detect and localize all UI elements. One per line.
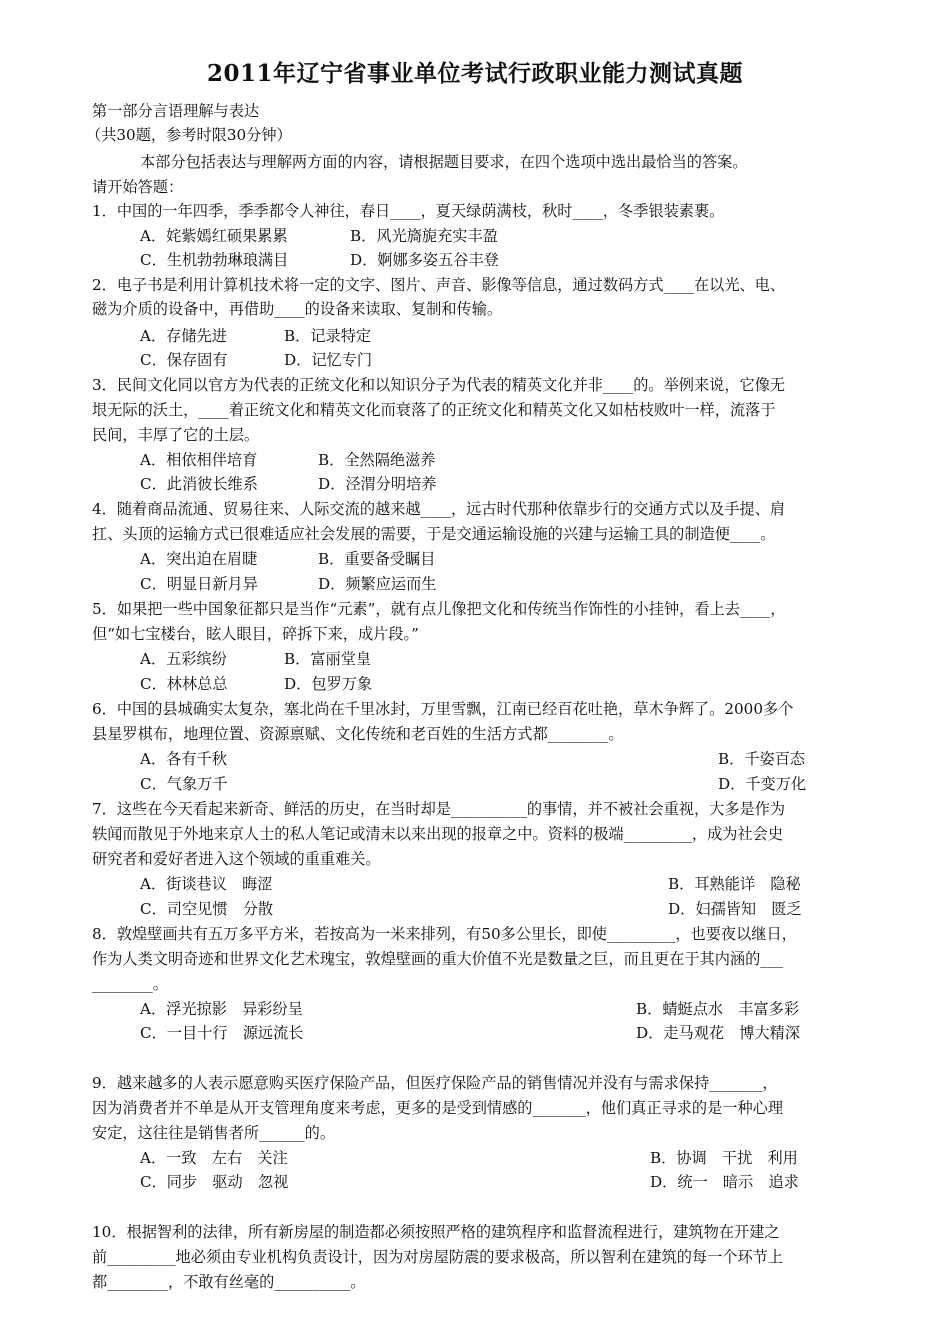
question-7-line-2: 轶闻而散见于外地来京人士的私人笔记或清末以来出现的报章之中。资料的极端_________，成为社会史 bbox=[92, 825, 784, 843]
question-8-option-a: A．浮光掠影 异彩纷呈 bbox=[140, 1000, 303, 1018]
question-9-option-b: B．协调 干扰 利用 bbox=[650, 1149, 798, 1167]
question-4-line-1: 4．随着商品流通、贸易往来、人际交流的越来越____，远古时代那种依靠步行的交通方式以及手提、肩 bbox=[92, 500, 786, 518]
start-prompt: 请开始答题： bbox=[92, 178, 184, 196]
intro-text: 本部分包括表达与理解两方面的内容，请根据题目要求，在四个选项中选出最恰当的答案。 bbox=[140, 153, 748, 171]
question-1-option-b: B．风光旖旎充实丰盈 bbox=[350, 227, 498, 245]
question-5-option-c: C．林林总总 bbox=[140, 675, 228, 693]
question-9-option-d: D．统一 暗示 追求 bbox=[650, 1173, 799, 1191]
question-5-option-b: B．富丽堂皇 bbox=[284, 650, 372, 668]
question-3-line-2: 垠无际的沃土，____着正统文化和精英文化而衰落了的正统文化和精英文化又如枯枝败叶一样，流落于 bbox=[92, 401, 776, 419]
question-4-option-a: A．突出迫在眉睫 bbox=[140, 550, 258, 568]
question-9-line-1: 9．越来越多的人表示愿意购买医疗保险产品，但医疗保险产品的销售情况并没有与需求保持_______， bbox=[92, 1074, 778, 1092]
question-6-line-2: 县星罗棋布，地理位置、资源禀赋、文化传统和老百姓的生活方式都________。 bbox=[92, 725, 624, 743]
question-10-line-3: 都________，不敢有丝毫的__________。 bbox=[92, 1273, 366, 1291]
question-2-option-a: A．存储先进 bbox=[140, 327, 227, 345]
question-5-option-d: D．包罗万象 bbox=[284, 675, 373, 693]
question-7-option-c: C．司空见惯 分散 bbox=[140, 900, 274, 918]
question-2-option-c: C．保存固有 bbox=[140, 351, 228, 369]
question-1-option-d: D．婀娜多姿五谷丰登 bbox=[350, 251, 499, 269]
question-3-option-d: D．泾渭分明培养 bbox=[318, 475, 437, 493]
question-7-option-d: D．妇孺皆知 匮乏 bbox=[668, 900, 802, 918]
question-2-option-b: B．记录特定 bbox=[284, 327, 372, 345]
question-8-line-2: 作为人类文明奇迹和世界文化艺术瑰宝，敦煌壁画的重大价值不光是数量之巨，而且更在于其内涵的___ bbox=[92, 950, 784, 968]
question-7-option-a: A．街谈巷议 晦涩 bbox=[140, 875, 273, 893]
question-4-option-d: D．频繁应运而生 bbox=[318, 575, 437, 593]
question-5-option-a: A．五彩缤纷 bbox=[140, 650, 227, 668]
question-2-option-d: D．记忆专门 bbox=[284, 351, 373, 369]
question-1-option-a: A．姹紫嫣红硕果累累 bbox=[140, 227, 288, 245]
part-heading: 第一部分言语理解与表达 bbox=[92, 102, 260, 120]
question-3-line-3: 民间，丰厚了它的土层。 bbox=[92, 426, 260, 444]
question-1-line-1: 1．中国的一年四季，季季都令人神往，春日____，夏天绿荫满枝，秋时____，冬季银装素裹。 bbox=[92, 202, 725, 220]
question-3-option-c: C．此消彼长维系 bbox=[140, 475, 258, 493]
question-6-option-a: A．各有千秋 bbox=[140, 750, 227, 768]
question-8-option-c: C．一目十行 源远流长 bbox=[140, 1024, 304, 1042]
question-4-line-2: 扛、头顶的运输方式已很难适应社会发展的需要，于是交通运输设施的兴建与运输工具的制造便____。 bbox=[92, 525, 776, 543]
question-5-line-2: 但“如七宝楼台，眩人眼目，碎拆下来，成片段。” bbox=[92, 625, 419, 643]
question-4-option-b: B．重要备受瞩目 bbox=[318, 550, 436, 568]
question-2-line-2: 磁为介质的设备中，再借助____的设备来读取、复制和传输。 bbox=[92, 300, 503, 318]
question-9-line-2: 因为消费者并不单是从开支管理角度来考虑，更多的是受到情感的_______，他们真正寻求的是一种心理 bbox=[92, 1099, 784, 1117]
question-6-option-d: D．千变万化 bbox=[718, 775, 807, 793]
question-1-option-c: C．生机勃勃琳琅满目 bbox=[140, 251, 289, 269]
question-8-line-3: ________。 bbox=[92, 975, 168, 993]
question-6-option-c: C．气象万千 bbox=[140, 775, 228, 793]
question-6-line-1: 6．中国的县城确实太复杂，塞北尚在千里冰封，万里雪飘，江南已经百花吐艳，草木争辉了。2000多个 bbox=[92, 700, 794, 718]
question-4-option-c: C．明显日新月异 bbox=[140, 575, 258, 593]
question-7-line-3: 研究者和爱好者进入这个领域的重重难关。 bbox=[92, 850, 381, 868]
question-7-line-1: 7．这些在今天看起来新奇、鲜活的历史，在当时却是__________的事情，并不被社会重视，大多是作为 bbox=[92, 800, 786, 818]
page-title: 2011年辽宁省事业单位考试行政职业能力测试真题 bbox=[206, 60, 743, 87]
question-5-line-1: 5．如果把一些中国象征都只是当作“元素”，就有点儿像把文化和传统当作饰性的小挂钟，看上去____， bbox=[92, 600, 786, 618]
question-3-option-a: A．相依相伴培育 bbox=[140, 451, 258, 469]
question-8-option-b: B．蜻蜓点水 丰富多彩 bbox=[636, 1000, 800, 1018]
question-10-line-2: 前_________地必须由专业机构负责设计，因为对房屋防震的要求极高，所以智利在建筑的每一个环节上 bbox=[92, 1248, 784, 1266]
question-8-line-1: 8．敦煌壁画共有五万多平方米，若按高为一米来排列，有50多公里长，即使_________，也要夜以继日， bbox=[92, 925, 797, 943]
question-10-line-1: 10．根据智利的法律，所有新房屋的制造都必须按照严格的建筑程序和监督流程进行，建筑物在开建之 bbox=[92, 1223, 780, 1241]
time-note: （共30题，参考时限30分钟） bbox=[86, 126, 292, 144]
question-9-option-a: A．一致 左右 关注 bbox=[140, 1149, 288, 1167]
question-6-option-b: B．千姿百态 bbox=[718, 750, 806, 768]
question-8-option-d: D．走马观花 博大精深 bbox=[636, 1024, 801, 1042]
question-7-option-b: B．耳熟能详 隐秘 bbox=[668, 875, 801, 893]
question-9-line-3: 安定，这往往是销售者所______的。 bbox=[92, 1124, 335, 1142]
question-3-option-b: B．全然隔绝滋养 bbox=[318, 451, 436, 469]
question-9-option-c: C．同步 驱动 忽视 bbox=[140, 1173, 289, 1191]
question-3-line-1: 3．民间文化同以官方为代表的正统文化和以知识分子为代表的精英文化并非____的。举例来说，它像无 bbox=[92, 376, 786, 394]
question-2-line-1: 2．电子书是利用计算机技术将一定的文字、图片、声音、影像等信息，通过数码方式____在以光、电、 bbox=[92, 276, 786, 294]
